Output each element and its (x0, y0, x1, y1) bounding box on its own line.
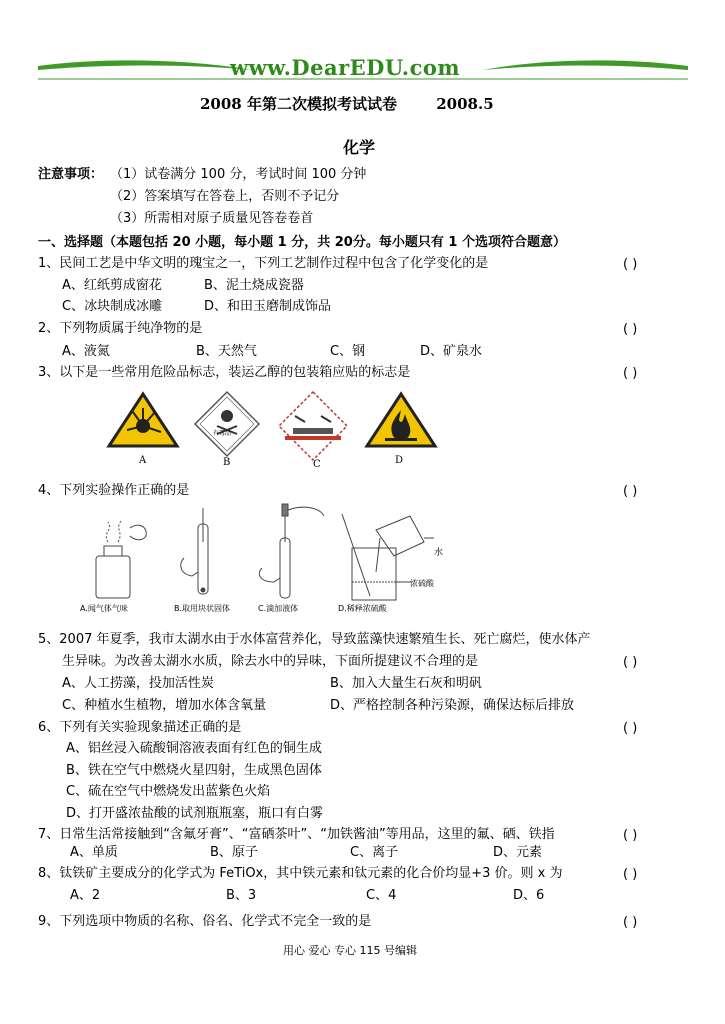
test-tube-solid-icon (181, 508, 208, 594)
q6-option-a: A、铝丝浸入硫酸铜溶液表面有红色的铜生成 (66, 741, 322, 756)
flammable-sign-icon (367, 394, 435, 446)
notice-label: 注意事项： (38, 167, 104, 182)
q1-option-d: D、和田玉磨制成饰品 (204, 299, 332, 314)
q5-stem-line2: 生异味。为改善太湖水水质，除去水中的异味，下面所提建议不合理的是 (62, 654, 479, 669)
section-heading: 一、选择题（本题包括 20 小题，每小题 1 分，共 20分。每小题只有 1 个选项符合题意） (38, 235, 566, 250)
sign-label-b: B (223, 457, 231, 468)
q8-option-d: D、6 (513, 888, 545, 903)
q7-option-c: C、离子 (350, 845, 399, 860)
q1-option-a: A、红纸剪成窗花 (62, 278, 162, 293)
q5-option-c: C、种植水生植物，增加水体含氧量 (62, 698, 267, 713)
exam-date: 2008.5 (436, 95, 494, 113)
site-logo-text: www.DearEDU.com (230, 55, 461, 80)
q6-option-c: C、硫在空气中燃烧发出蓝紫色火焰 (66, 784, 271, 799)
dropper-test-tube-icon (259, 504, 324, 598)
q2-answer-paren: ( ) (623, 322, 638, 337)
sign-label-d: D (395, 455, 404, 466)
notice-item-3: （3）所需相对原子质量见答卷卷首 (110, 211, 314, 226)
q8-answer-paren: ( ) (623, 867, 638, 882)
hazard-signs-figure (105, 388, 445, 472)
exam-title-text: 2008 年第二次模拟考试试卷 (200, 95, 397, 113)
q2-option-c: C、钢 (330, 344, 366, 359)
q6-option-b: B、铁在空气中燃烧火星四射，生成黑色固体 (66, 763, 322, 778)
sign-b-text: 有毒品 (213, 430, 232, 437)
q8-option-a: A、2 (70, 888, 101, 903)
q1-stem: 1、民间工艺是中华文明的瑰宝之一，下列工艺制作过程中包含了化学变化的是 (38, 256, 489, 271)
q5-answer-paren: ( ) (623, 655, 638, 670)
smell-gas-bottle-icon (96, 520, 146, 598)
page-footer: 用心 爱心 专心 115 号编辑 (283, 944, 417, 957)
q5-option-b: B、加入大量生石灰和明矾 (330, 676, 482, 691)
q5-option-d: D、严格控制各种污染源，确保达标后排放 (330, 698, 575, 713)
q8-stem: 8、钛铁矿主要成分的化学式为 FeTiOx，其中铁元素和钛元素的化合价均显+3 价。则 x 为 (38, 866, 563, 881)
q9-answer-paren: ( ) (623, 915, 638, 930)
banner-swoosh-left (38, 60, 253, 70)
lab-caption-d: D.稀释浓硫酸 (338, 604, 387, 613)
exam-title (200, 93, 494, 114)
q3-answer-paren: ( ) (623, 366, 638, 381)
lab-label-water: 水 (434, 548, 444, 558)
q6-option-d: D、打开盛浓盐酸的试剂瓶瓶塞，瓶口有白雾 (66, 806, 324, 821)
q7-answer-paren: ( ) (623, 828, 638, 843)
q3-stem: 3、以下是一些常用危险品标志，装运乙醇的包装箱应贴的标志是 (38, 365, 411, 380)
banner-swoosh-right (483, 60, 688, 70)
q4-stem: 4、下列实验操作正确的是 (38, 483, 190, 498)
q8-option-c: C、4 (366, 888, 397, 903)
toxic-sign-icon (195, 392, 259, 456)
explosive-sign-icon (105, 394, 181, 446)
notice-item-2: （2）答案填写在答卷上，否则不予记分 (110, 189, 340, 204)
q7-option-a: A、单质 (70, 845, 118, 860)
q8-option-b: B、3 (226, 888, 257, 903)
q4-answer-paren: ( ) (623, 484, 638, 499)
q7-stem: 7、日常生活常接触到“含氟牙膏”、“富硒茶叶”、“加铁酱油”等用品，这里的氟、硒、铁指 (38, 827, 555, 842)
q5-option-a: A、人工捞藻，投加活性炭 (62, 676, 214, 691)
q1-answer-paren: ( ) (623, 257, 638, 272)
subject-title: 化学 (343, 138, 376, 157)
sign-label-c: C (313, 459, 321, 470)
q6-stem: 6、下列有关实验现象描述正确的是 (38, 720, 242, 735)
notice-item-1: （1）试卷满分 100 分，考试时间 100 分钟 (110, 167, 367, 182)
lab-operations-figure (78, 502, 458, 608)
q2-option-a: A、液氮 (62, 344, 110, 359)
lab-caption-a: A.闻气体气味 (80, 604, 128, 613)
q7-option-d: D、元素 (493, 845, 543, 860)
q1-option-b: B、泥土烧成瓷器 (204, 278, 304, 293)
q1-option-c: C、冰块制成冰雕 (62, 299, 163, 314)
lab-caption-c: C.滴加液体 (258, 604, 299, 613)
lab-caption-b: B.取用块状固体 (174, 604, 231, 613)
corrosive-sign-icon (279, 392, 347, 460)
sign-label-a: A (139, 455, 147, 466)
q6-answer-paren: ( ) (623, 721, 638, 736)
q9-stem: 9、下列选项中物质的名称、俗名、化学式不完全一致的是 (38, 914, 372, 929)
q2-option-d: D、矿泉水 (420, 344, 483, 359)
q5-stem-line1: 5、2007 年夏季，我市太湖水由于水体富营养化，导致蓝藻快速繁殖生长、死亡腐烂，使水体产 (38, 632, 591, 647)
q7-option-b: B、原子 (210, 845, 258, 860)
q2-option-b: B、天然气 (196, 344, 257, 359)
lab-label-acid: 浓硫酸 (410, 579, 434, 588)
q2-stem: 2、下列物质属于纯净物的是 (38, 321, 203, 336)
